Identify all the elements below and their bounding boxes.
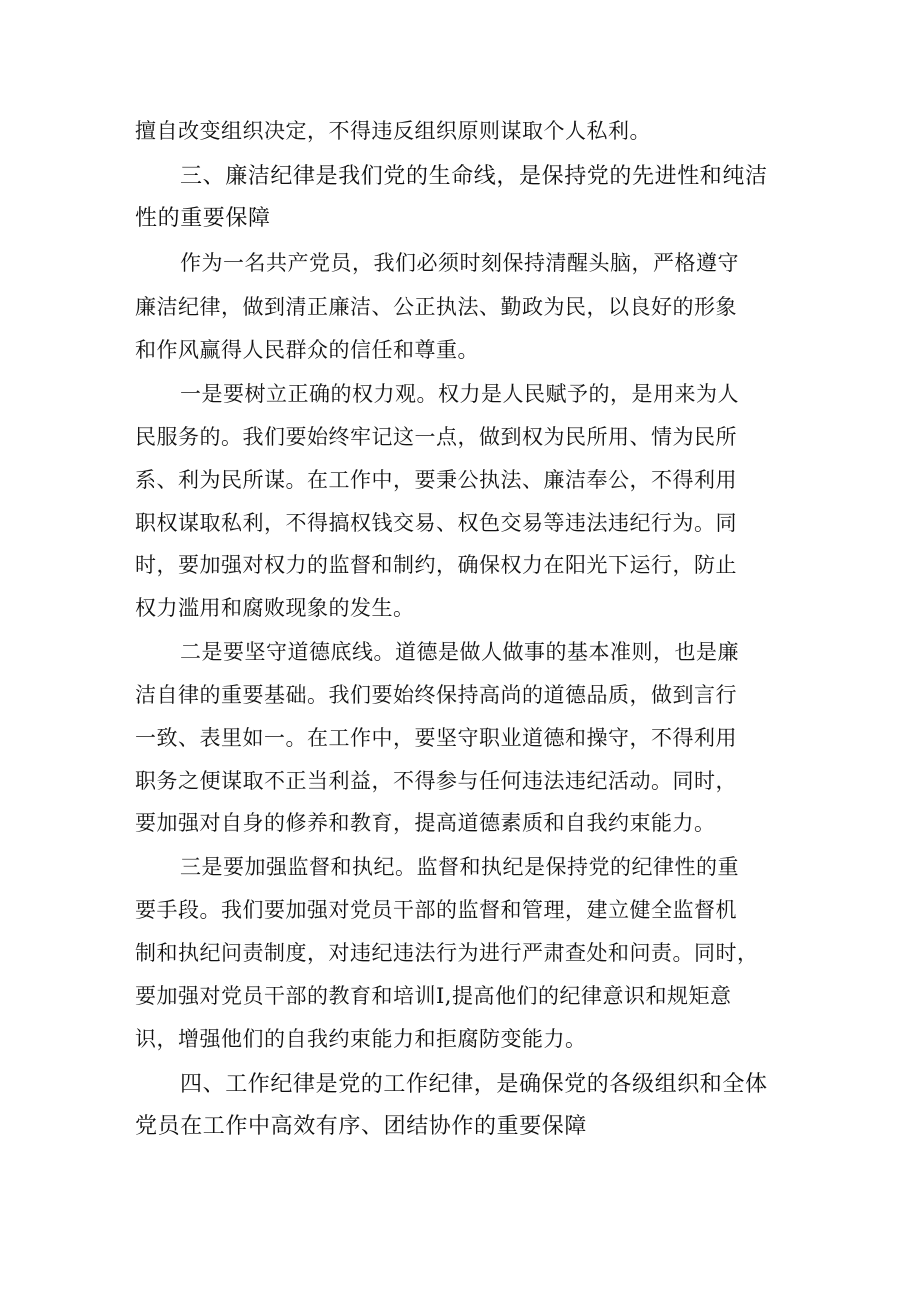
section-heading-line: 四、工作纪律是党的工作纪律，是确保党的各级组织和全体	[180, 1072, 768, 1097]
body-line: 一是要树立正确的权力观。权力是人民赋予的，是用来为人	[180, 382, 739, 406]
body-line: 洁自律的重要基础。我们要始终保持高尚的道德品质，做到言行	[135, 683, 737, 707]
body-line: 要加强对自身的修养和教育，提高道德素质和自我约束能力。	[135, 811, 716, 835]
body-line: 系、利为民所谋。在工作中，要秉公执法、廉洁奉公，不得利用	[135, 468, 737, 492]
section-heading-line: 性的重要保障	[135, 206, 271, 231]
body-line: 擅自改变组织决定，不得违反组织原则谋取个人私利。	[135, 119, 651, 143]
body-line: 作为一名共产党员，我们必须时刻保持清醒头脑，严格遵守	[180, 251, 739, 275]
body-line: 二是要坚守道德底线。道德是做人做事的基本准则，也是廉	[180, 640, 739, 664]
body-line: 廉洁纪律，做到清正廉洁、公正执法、勤政为民，以良好的形象	[135, 295, 737, 319]
body-line: 制和执纪问责制度，对违纪违法行为进行严肃查处和问责。同时，	[135, 941, 759, 965]
body-line: 要加强对党员干部的教育和培训I,提高他们的纪律意识和规矩意	[135, 984, 732, 1008]
body-line: 民服务的。我们要始终牢记这一点，做到权为民所用、情为民所	[135, 425, 737, 449]
body-line: 职务之便谋取不正当利益，不得参与任何违法违纪活动。同时，	[135, 769, 737, 793]
body-line: 职权谋取私利，不得搞权钱交易、权色交易等违法违纪行为。同	[135, 511, 737, 535]
section-heading-line: 党员在工作中高效有序、团结协作的重要保障	[135, 1114, 588, 1139]
body-line: 三是要加强监督和执纪。监督和执纪是保持党的纪律性的重	[180, 855, 739, 879]
body-line: 要手段。我们要加强对党员干部的监督和管理，建立健全监督机	[135, 898, 737, 922]
section-heading-line: 三、廉洁纪律是我们党的生命线，是保持党的先进性和纯洁	[180, 164, 768, 189]
body-line: 时，要加强对权力的监督和制约，确保权力在阳光下运行，防止	[135, 553, 737, 577]
body-line: 权力滥用和腐败现象的发生。	[135, 596, 415, 620]
body-line: 识，增强他们的自我约束能力和拒腐防变能力。	[135, 1027, 587, 1051]
body-line: 一致、表里如一。在工作中，要坚守职业道德和操守，不得利用	[135, 726, 737, 750]
body-line: 和作风赢得人民群众的信任和尊重。	[135, 338, 479, 362]
